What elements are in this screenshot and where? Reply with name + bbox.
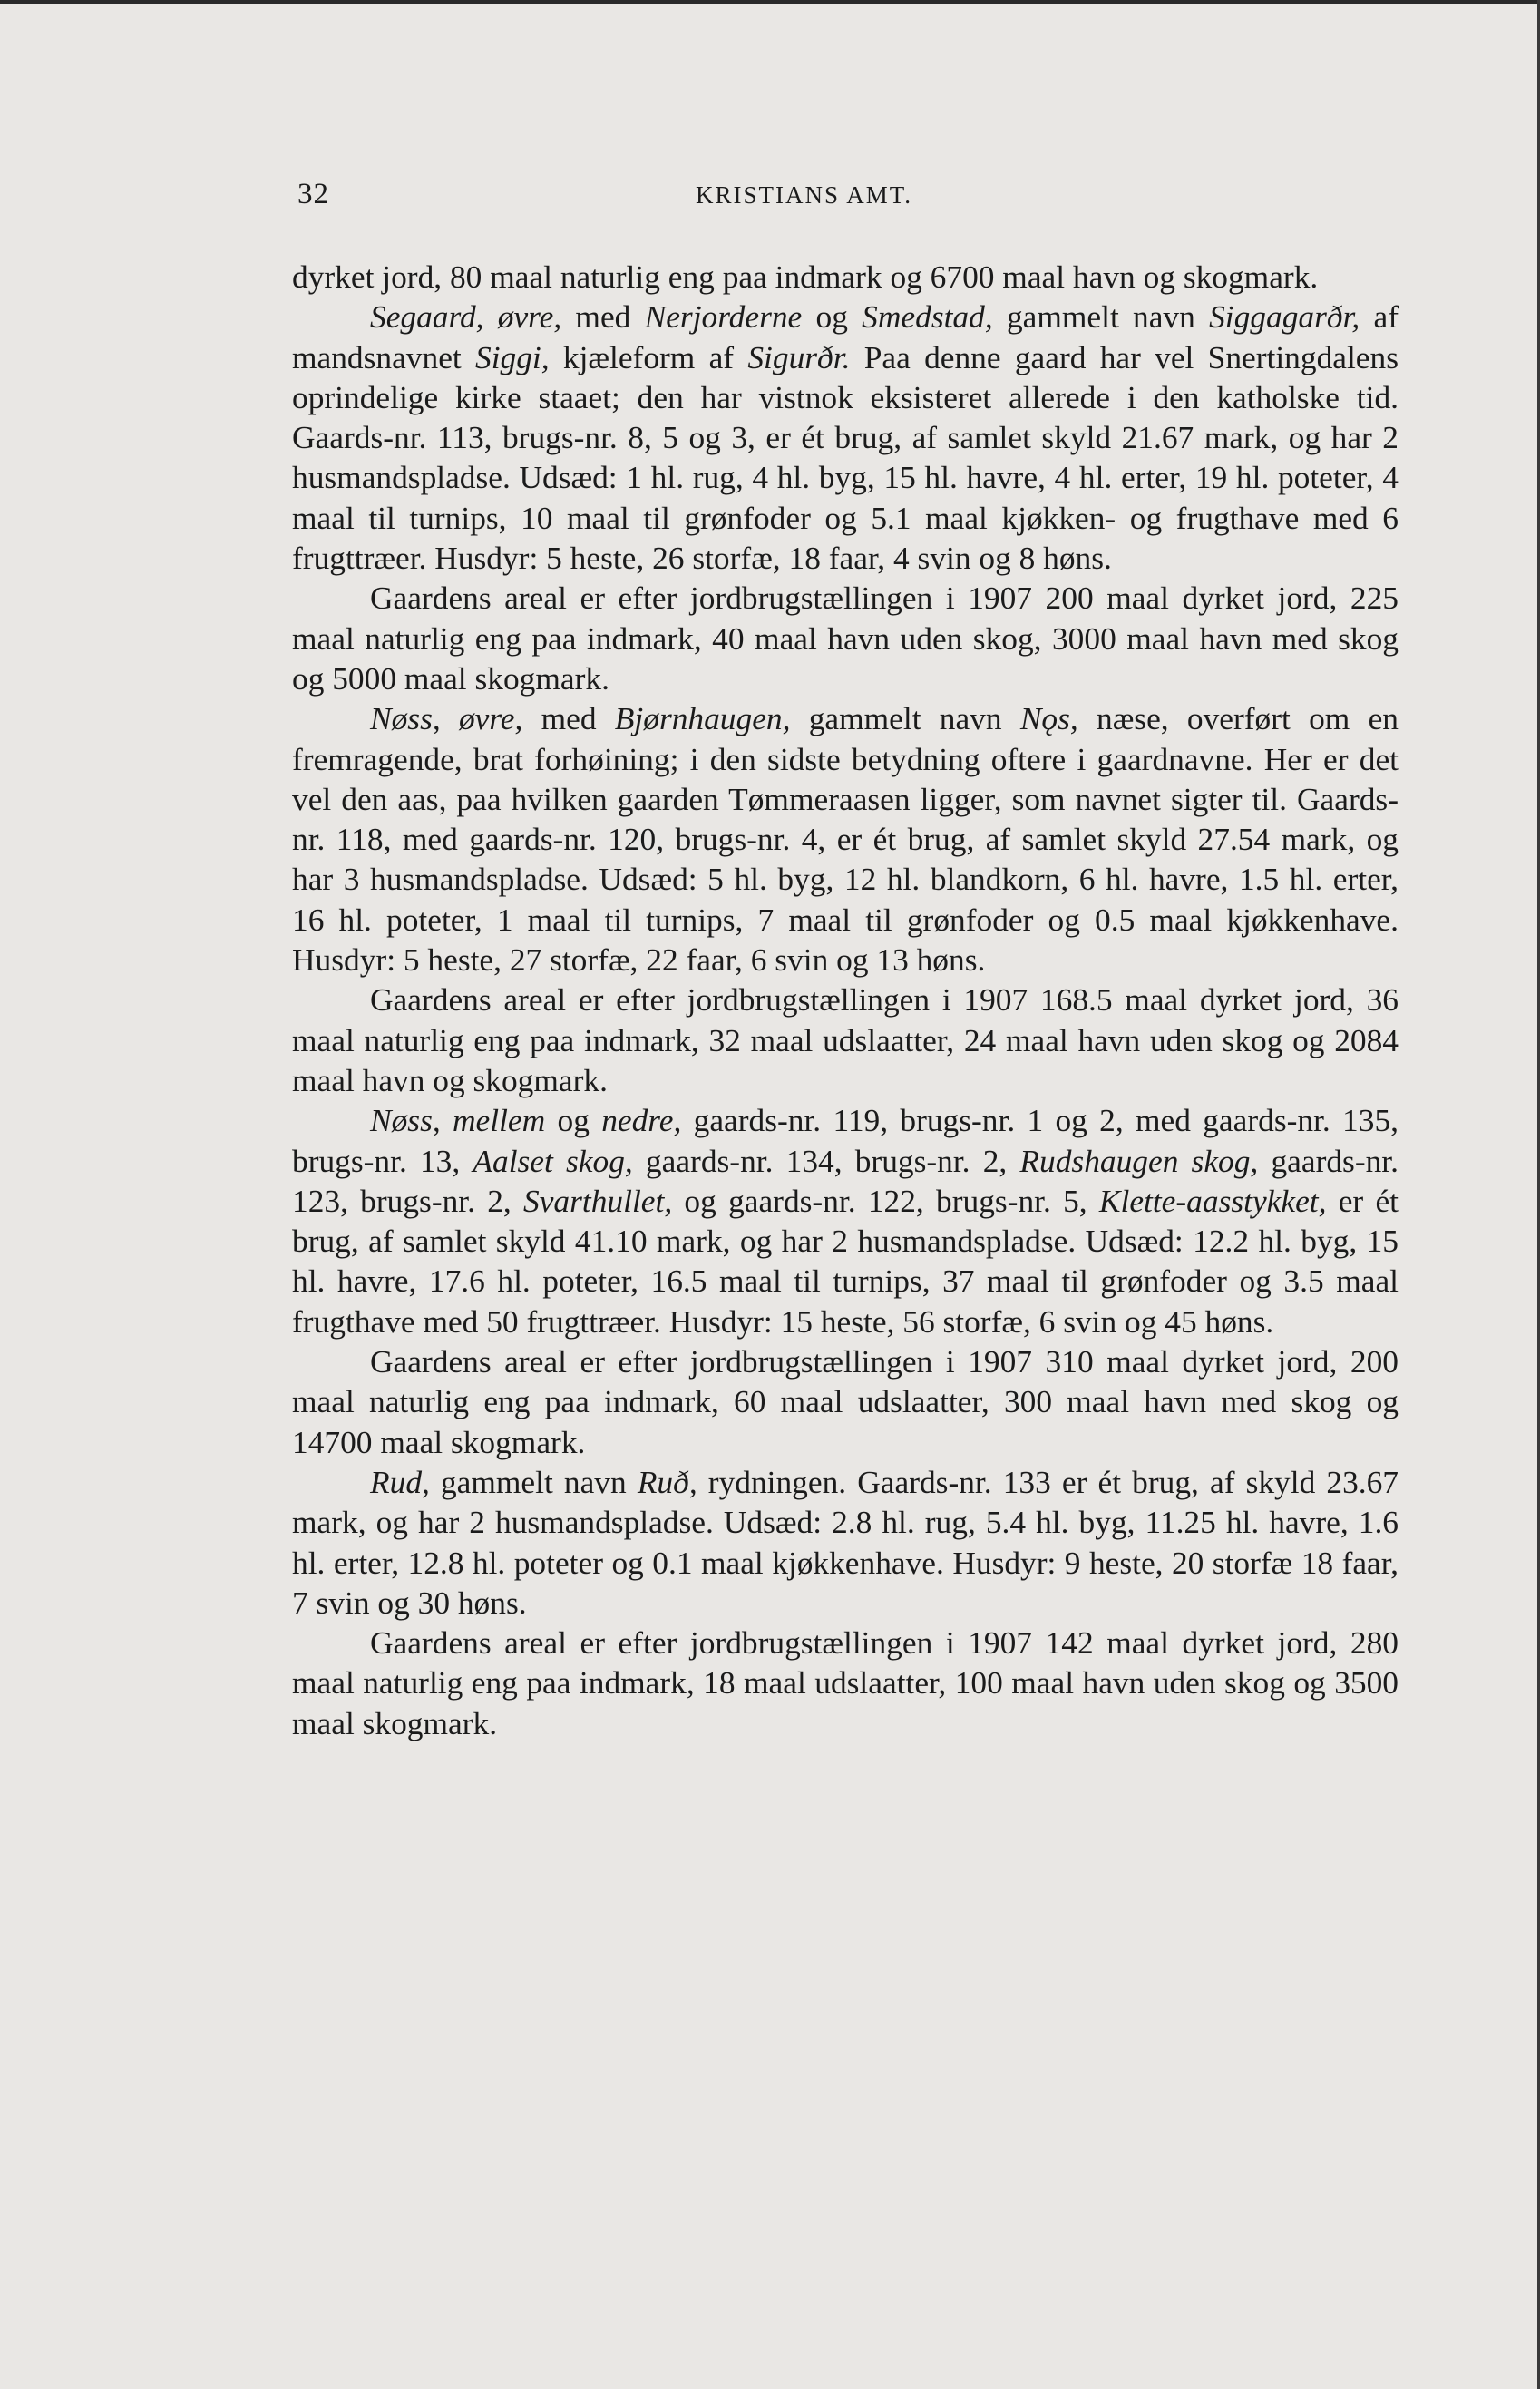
scan-edge-top	[0, 0, 1540, 4]
text-run: gammelt navn	[429, 1463, 638, 1500]
italic-place-name: Smedstad,	[862, 298, 993, 336]
body-text	[292, 257, 1399, 1743]
text-run: gammelt navn	[992, 298, 1210, 336]
paragraph	[292, 297, 1399, 578]
italic-place-name: Nerjorderne	[644, 298, 803, 336]
text-run: næse, overført om en fremragende, brat forhøining; i den sidste betydning oftere i gaardnavne. Her er det vel den aas, paa hvilken gaarden Tømmeraasen ligger, som navnet sigter til. Gaards-nr. 118, med gaards-nr. 120, brugs-nr. 4, er ét brug, af samlet skyld 27.54 mark, og har 3 husmandspladse. Udsæd: 5 hl. byg, 12 hl. blandkorn, 6 hl. havre, 1.5 hl. erter, 16 hl. poteter, 1 maal til turnips, 7 maal til grønfoder og 0.5 maal kjøkkenhave. Husdyr: 5 heste, 27 storfæ, 22 faar, 6 svin og 13 høns.	[292, 700, 1399, 979]
italic-place-name: Aalset skog,	[473, 1142, 633, 1179]
paragraph	[292, 698, 1399, 980]
paragraph	[292, 980, 1399, 1100]
text-run: gaards-nr. 123, brugs-nr. 2,	[292, 1142, 1399, 1219]
text-run: Gaardens areal er efter jordbrugstællingen i 1907 168.5 maal dyrket jord, 36 maal naturlig eng paa indmark, 32 maal udslaatter, 24 maal havn uden skog og 2084 maal havn og skogmark.	[292, 981, 1399, 1098]
italic-place-name: Nǫs,	[1019, 700, 1078, 737]
paragraph	[292, 578, 1399, 698]
italic-place-name: Klette-aasstykket,	[1098, 1182, 1327, 1219]
paragraph	[292, 257, 1399, 297]
text-run: gaards-nr. 134, brugs-nr. 2,	[632, 1142, 1020, 1179]
text-run: Paa denne gaard har vel Snertingdalens oprindelige kirke staaet; den har vistnok eksisteret allerede i den katholske tid. Gaards-nr. 113, brugs-nr. 8, 5 og 3, er ét brug, af samlet skyld 21.67 mark, og har 2 husmandspladse. Udsæd: 1 hl. rug, 4 hl. byg, 15 hl. havre, 4 hl. erter, 19 hl. poteter, 4 maal til turnips, 10 maal til grønfoder og 5.1 maal kjøkken- og frugthave med 6 frugttræer. Husdyr: 5 heste, 26 storfæ, 18 faar, 4 svin og 8 høns.	[292, 338, 1399, 577]
text-run: gaards-nr. 119, brugs-nr. 1 og 2, med gaards-nr. 135, brugs-nr. 13,	[292, 1102, 1399, 1179]
text-run: Gaardens areal er efter jordbrugstællingen i 1907 310 maal dyrket jord, 200 maal naturlig eng paa indmark, 60 maal udslaatter, 300 maal havn med skog og 14700 maal skogmark.	[292, 1343, 1399, 1460]
text-run: Gaardens areal er efter jordbrugstællingen i 1907 142 maal dyrket jord, 280 maal naturlig eng paa indmark, 18 maal udslaatter, 100 maal havn uden skog og 3500 maal skogmark.	[292, 1624, 1399, 1741]
italic-place-name: Bjørnhaugen,	[614, 700, 791, 737]
text-run: Gaardens areal er efter jordbrugstællingen i 1907 200 maal dyrket jord, 225 maal naturlig eng paa indmark, 40 maal havn uden skog, 3000 maal havn med skog og 5000 maal skogmark.	[292, 580, 1399, 697]
text-run: og gaards-nr. 122, brugs-nr. 5,	[672, 1182, 1099, 1219]
italic-place-name: Nøss, mellem	[370, 1102, 546, 1139]
italic-place-name: Svarthullet,	[523, 1182, 673, 1219]
text-run: kjæleform af	[549, 338, 748, 375]
running-head: KRISTIANS AMT.	[696, 181, 913, 209]
text-run: med	[522, 700, 615, 737]
paragraph	[292, 1623, 1399, 1743]
text-run: og	[802, 298, 863, 336]
italic-place-name: nedre,	[601, 1102, 682, 1139]
italic-place-name: Rud,	[370, 1463, 430, 1500]
italic-place-name: Nøss, øvre,	[370, 700, 523, 737]
italic-place-name: Ruð,	[637, 1463, 697, 1500]
text-run: af mandsnavnet	[292, 298, 1399, 375]
page-number: 32	[297, 178, 329, 210]
text-run: dyrket jord, 80 maal naturlig eng paa indmark og 6700 maal havn og skogmark.	[292, 258, 1319, 295]
text-run: er ét brug, af samlet skyld 41.10 mark, og har 2 husmandspladse. Udsæd: 12.2 hl. byg, 15 hl. havre, 17.6 hl. poteter, 16.5 maal til turnips, 37 maal til grønfoder og 3.5 maal frugthave med 50 frugttræer. Husdyr: 15 heste, 56 storfæ, 6 svin og 45 høns.	[292, 1182, 1399, 1340]
text-run: gammelt navn	[790, 700, 1020, 737]
italic-place-name: Siggi,	[475, 338, 550, 375]
paragraph	[292, 1341, 1399, 1462]
italic-place-name: Sigurðr.	[747, 338, 851, 375]
italic-place-name: Segaard, øvre,	[370, 298, 562, 336]
paragraph	[292, 1462, 1399, 1623]
italic-place-name: Rudshaugen skog,	[1019, 1142, 1259, 1179]
text-run: og	[545, 1102, 602, 1139]
page-header	[292, 178, 1399, 223]
text-run: med	[561, 298, 645, 336]
paragraph	[292, 1100, 1399, 1341]
text-run: rydningen. Gaards-nr. 133 er ét brug, af skyld 23.67 mark, og har 2 husmandspladse. Udsæd: 2.8 hl. rug, 5.4 hl. byg, 11.25 hl. havre, 1.6 hl. erter, 12.8 hl. poteter og 0.1 maal kjøkkenhave. Husdyr: 9 heste, 20 storfæ 18 faar, 7 svin og 30 høns.	[292, 1463, 1399, 1621]
italic-place-name: Siggagarðr,	[1209, 298, 1360, 336]
